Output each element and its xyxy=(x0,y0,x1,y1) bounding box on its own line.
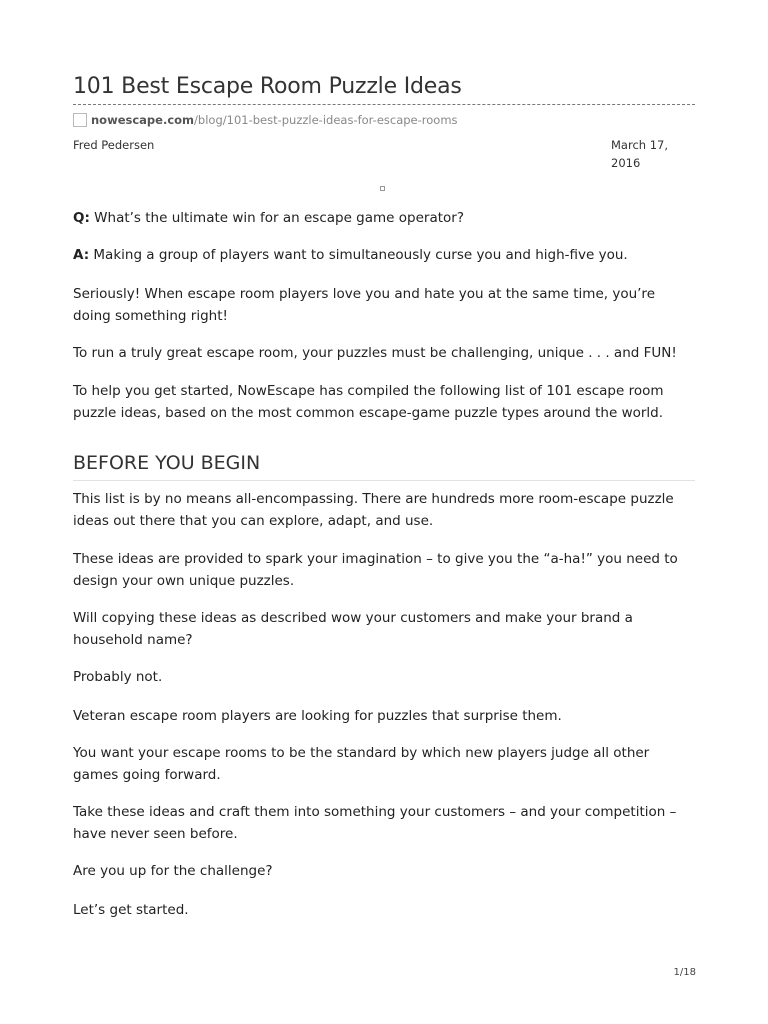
question-text: What’s the ultimate win for an escape game operator? xyxy=(89,210,464,226)
title-divider xyxy=(73,104,695,105)
broken-image-icon xyxy=(380,186,385,191)
section-divider xyxy=(73,480,695,481)
publish-date: March 17, 2016 xyxy=(611,138,669,170)
answer-text: Making a group of players want to simultaneously curse you and high-five you. xyxy=(89,247,628,263)
article-title: 101 Best Escape Room Puzzle Ideas xyxy=(73,74,462,99)
answer-paragraph xyxy=(73,245,693,267)
section-paragraph-1: This list is by no means all-encompassing. There are hundreds more room-escape puzzle ideas out there that you can explore, adapt, and use. xyxy=(73,491,674,529)
page-number: 1/18 xyxy=(673,967,696,978)
intro-paragraph-2: To run a truly great escape room, your puzzles must be challenging, unique . . . and FUN! xyxy=(73,345,677,361)
section-paragraph-8: Are you up for the challenge? xyxy=(73,863,273,879)
section-paragraph-4: Probably not. xyxy=(73,669,163,685)
source-path[interactable]: /blog/101-best-puzzle-ideas-for-escape-rooms xyxy=(194,113,458,127)
section-paragraph-9: Let’s get started. xyxy=(73,902,189,918)
source-domain[interactable]: nowescape.com xyxy=(91,113,195,127)
author-name: Fred Pedersen xyxy=(73,138,155,152)
intro-paragraph-1: Seriously! When escape room players love you and hate you at the same time, you’re doing something right! xyxy=(73,286,655,324)
section-paragraph-7: Take these ideas and craft them into something your customers – and your competition – have never seen before. xyxy=(73,804,677,842)
section-paragraph-3: Will copying these ideas as described wow your customers and make your brand a household name? xyxy=(73,610,633,648)
section-paragraph-2: These ideas are provided to spark your imagination – to give you the “a-ha!” you need to design your own unique puzzles. xyxy=(73,551,678,589)
question-paragraph xyxy=(73,208,693,230)
section-paragraph-6: You want your escape rooms to be the standard by which new players judge all other games going forward. xyxy=(73,745,650,783)
answer-label: A: xyxy=(73,247,90,263)
intro-paragraph-3: To help you get started, NowEscape has compiled the following list of 101 escape room puzzle ideas, based on the most common escape-game puzzle types around the world. xyxy=(73,383,664,421)
source-url[interactable] xyxy=(73,111,458,129)
section-heading: BEFORE YOU BEGIN xyxy=(73,452,261,474)
question-label: Q: xyxy=(73,210,90,226)
section-paragraph-5: Veteran escape room players are looking for puzzles that surprise them. xyxy=(73,708,562,724)
favicon-icon xyxy=(73,113,87,127)
